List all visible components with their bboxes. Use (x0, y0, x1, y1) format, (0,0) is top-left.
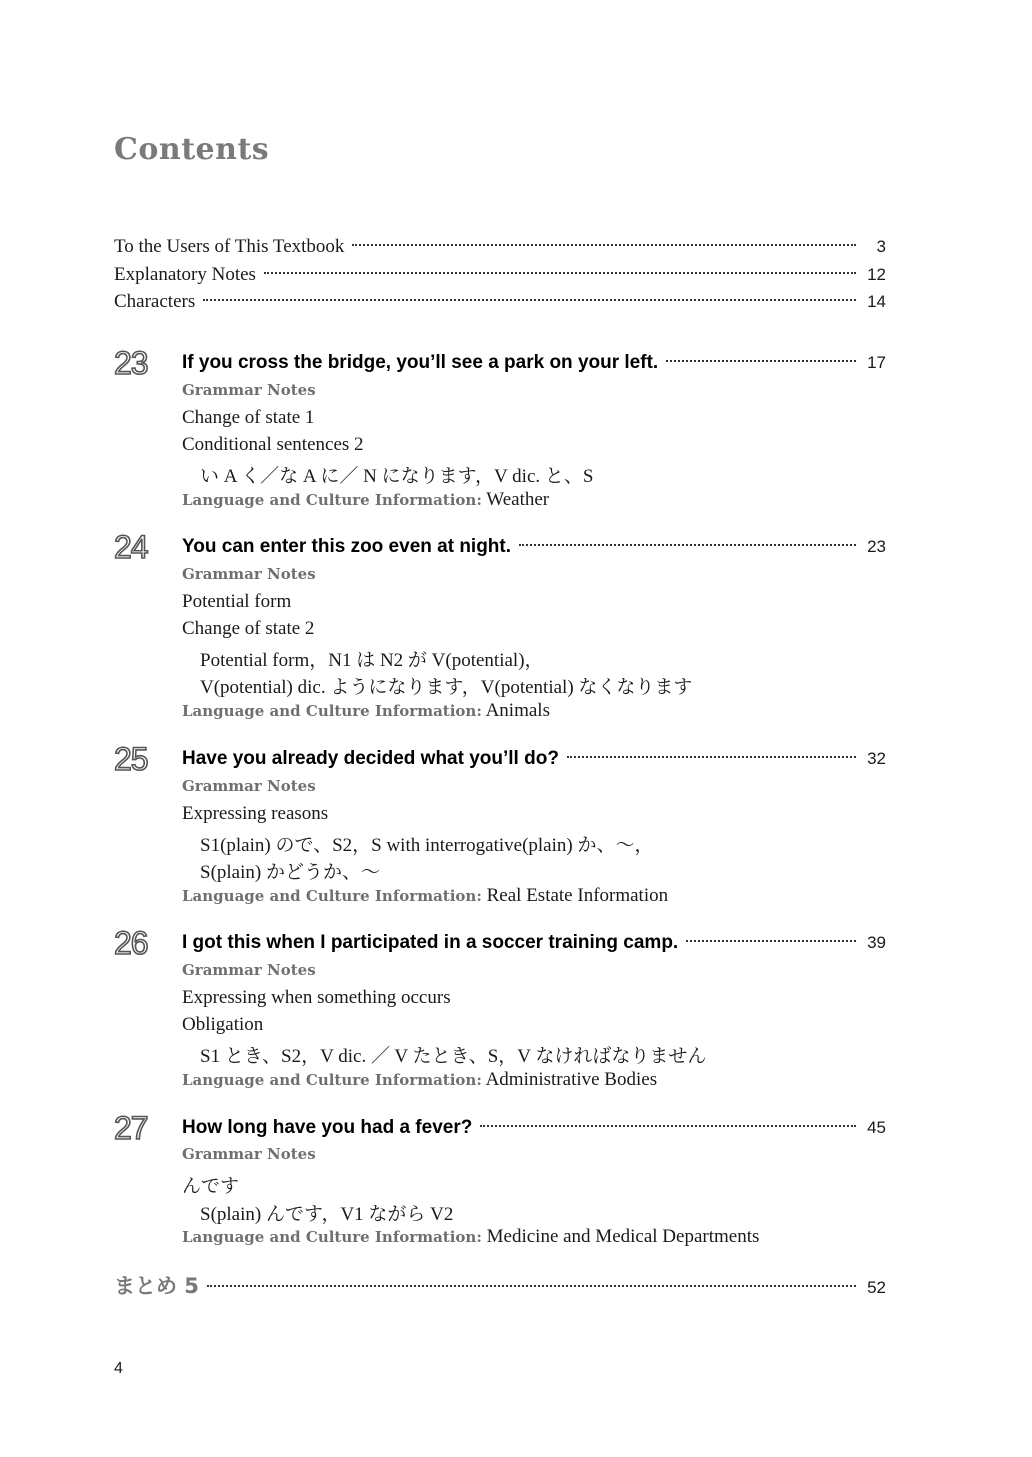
lci-label: Language and Culture Information: (182, 702, 482, 720)
lci-value: Administrative Bodies (485, 1069, 658, 1090)
grammar-notes-label: Grammar Notes (182, 777, 316, 795)
lesson-title: I got this when I participated in a soccer training camp. (182, 932, 679, 953)
leader-dots (686, 939, 856, 942)
lesson-title-entry[interactable] (182, 932, 886, 954)
language-culture-info (182, 489, 549, 511)
grammar-pattern: Potential form，N1 は N2 が V(potential)， (200, 650, 544, 671)
grammar-item: Obligation (182, 1014, 264, 1035)
toc-entry-page: 12 (867, 265, 886, 284)
language-culture-info (182, 1069, 657, 1091)
grammar-notes-label: Grammar Notes (182, 1145, 316, 1163)
lesson-title: If you cross the bridge, you’ll see a park on your left. (182, 352, 659, 373)
lesson-page: 45 (867, 1118, 886, 1137)
lesson-number: 26 (114, 925, 148, 961)
toc-entry-summary[interactable] (114, 1270, 886, 1300)
lesson-number: 24 (114, 529, 148, 565)
toc-entry-label: Characters (114, 291, 196, 312)
leader-dots (666, 359, 856, 362)
summary-page: 52 (867, 1278, 886, 1297)
leader-dots (480, 1124, 856, 1127)
lci-value: Animals (485, 700, 550, 721)
lesson-title: How long have you had a fever? (182, 1117, 473, 1138)
leader-dots (264, 271, 856, 274)
lesson-number: 25 (114, 741, 148, 777)
grammar-item: Potential form (182, 591, 292, 612)
grammar-item: Change of state 2 (182, 618, 315, 639)
toc-entry-characters[interactable] (114, 291, 886, 313)
lesson-title-entry[interactable] (182, 748, 886, 770)
lesson-number: 27 (114, 1110, 148, 1146)
grammar-pattern: S(plain) かどうか、～ (200, 862, 380, 883)
toc-entry-page: 14 (867, 292, 886, 311)
grammar-item: Conditional sentences 2 (182, 434, 364, 455)
lesson-title: Have you already decided what you’ll do? (182, 748, 559, 769)
lesson-page: 23 (867, 537, 886, 556)
summary-label: まとめ 5 (114, 1274, 199, 1298)
language-culture-info (182, 1226, 759, 1248)
lesson-page: 17 (867, 353, 886, 372)
grammar-pattern: S1 とき、S2，V dic. ／ V たとき、S，V なければなりません (200, 1046, 707, 1067)
lesson-title-entry[interactable] (182, 536, 886, 558)
leader-dots (519, 543, 856, 546)
toc-entry-explanatory-notes[interactable] (114, 264, 886, 286)
lci-label: Language and Culture Information: (182, 1228, 482, 1246)
leader-dots (203, 298, 856, 301)
lesson-title-entry[interactable] (182, 1117, 886, 1139)
grammar-pattern: V(potential) dic. ようになります，V(potential) なくなります (200, 677, 693, 698)
toc-entry-label: To the Users of This Textbook (114, 236, 345, 257)
lesson-title: You can enter this zoo even at night. (182, 536, 512, 557)
lesson-title-entry[interactable] (182, 352, 886, 374)
lci-label: Language and Culture Information: (182, 887, 482, 905)
language-culture-info (182, 700, 550, 722)
grammar-item: Expressing reasons (182, 803, 329, 824)
lci-label: Language and Culture Information: (182, 1071, 482, 1089)
page-number: 4 (114, 1360, 123, 1377)
grammar-item: Change of state 1 (182, 407, 315, 428)
grammar-notes-label: Grammar Notes (182, 381, 316, 399)
grammar-item: Expressing when something occurs (182, 987, 451, 1008)
toc-entry-label: Explanatory Notes (114, 264, 256, 285)
grammar-pattern: い A く／な A に／ N になります，V dic. と、S (200, 466, 594, 487)
lesson-page: 39 (867, 933, 886, 952)
grammar-pattern: S(plain) んです，V1 ながら V2 (200, 1204, 454, 1225)
grammar-pattern: S1(plain) ので、S2，S with interrogative(plain) か、～， (200, 835, 654, 856)
lci-value: Real Estate Information (486, 885, 669, 906)
toc-entry-to-the-users[interactable] (114, 236, 886, 258)
leader-dots (567, 755, 856, 758)
leader-dots (352, 243, 856, 246)
grammar-notes-label: Grammar Notes (182, 961, 316, 979)
lesson-page: 32 (867, 749, 886, 768)
lci-value: Medicine and Medical Departments (486, 1226, 760, 1247)
grammar-item: んです (182, 1176, 240, 1197)
lci-value: Weather (486, 489, 550, 510)
toc-entry-page: 3 (876, 237, 886, 256)
lci-label: Language and Culture Information: (182, 491, 482, 509)
language-culture-info (182, 885, 668, 907)
lesson-number: 23 (114, 345, 148, 381)
grammar-notes-label: Grammar Notes (182, 565, 316, 583)
page-title: Contents (114, 132, 270, 167)
leader-dots (207, 1284, 856, 1287)
